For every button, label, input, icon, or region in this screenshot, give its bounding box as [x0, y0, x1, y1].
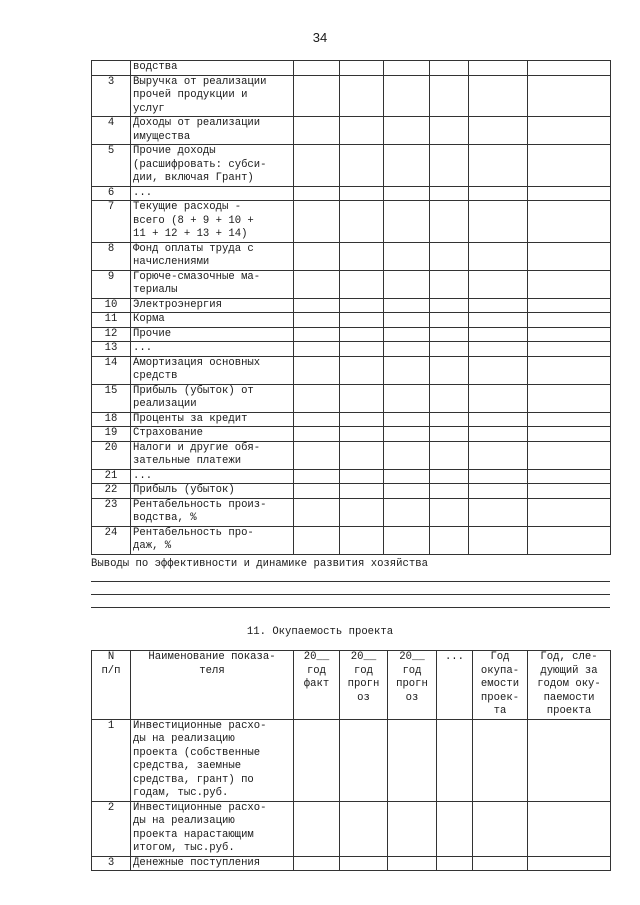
value-cell[interactable]: [340, 298, 384, 313]
financial-indicators-body: [92, 61, 611, 555]
value-cell[interactable]: [294, 384, 340, 412]
value-cell[interactable]: [384, 327, 430, 342]
table-row: [92, 61, 611, 76]
row-number: 4: [92, 117, 131, 145]
indicator-name: Прибыль (убыток): [131, 484, 294, 499]
value-cell[interactable]: [528, 856, 611, 871]
value-cell[interactable]: [430, 412, 469, 427]
indicator-name: Налоги и другие обя- зательные платежи: [131, 441, 294, 469]
value-cell[interactable]: [340, 384, 384, 412]
table-row: [92, 441, 611, 469]
value-cell[interactable]: [469, 469, 528, 484]
row-number: 8: [92, 242, 131, 270]
conclusions-line-1[interactable]: [91, 581, 610, 582]
value-cell[interactable]: [469, 384, 528, 412]
value-cell[interactable]: [430, 384, 469, 412]
value-cell[interactable]: [528, 117, 611, 145]
value-cell[interactable]: [469, 145, 528, 187]
column-header: Год окупа- емости проек- та: [473, 651, 528, 720]
value-cell[interactable]: [294, 313, 340, 328]
payback-table: [91, 650, 611, 871]
value-cell[interactable]: [294, 427, 340, 442]
row-number: 19: [92, 427, 131, 442]
value-cell[interactable]: [294, 356, 340, 384]
row-number: 10: [92, 298, 131, 313]
table-row: [92, 356, 611, 384]
value-cell[interactable]: [469, 342, 528, 357]
value-cell[interactable]: [469, 484, 528, 499]
value-cell[interactable]: [340, 427, 384, 442]
value-cell[interactable]: [294, 801, 340, 856]
column-header: Год, сле- дующий за годом оку- паемости проекта: [528, 651, 611, 720]
value-cell[interactable]: [528, 484, 611, 499]
value-cell[interactable]: [294, 145, 340, 187]
value-cell[interactable]: [340, 526, 384, 554]
value-cell[interactable]: [340, 117, 384, 145]
value-cell[interactable]: [469, 61, 528, 76]
value-cell[interactable]: [469, 313, 528, 328]
value-cell[interactable]: [340, 356, 384, 384]
value-cell[interactable]: [294, 242, 340, 270]
table-row: [92, 342, 611, 357]
value-cell[interactable]: [294, 526, 340, 554]
value-cell[interactable]: [430, 327, 469, 342]
value-cell[interactable]: [528, 242, 611, 270]
value-cell[interactable]: [294, 61, 340, 76]
column-header: N п/п: [92, 651, 131, 720]
value-cell[interactable]: [340, 498, 384, 526]
indicator-name: Выручка от реализации прочей продукции и услуг: [131, 75, 294, 117]
value-cell[interactable]: [528, 412, 611, 427]
value-cell[interactable]: [384, 298, 430, 313]
value-cell[interactable]: [384, 356, 430, 384]
table-row: [92, 412, 611, 427]
indicator-name: ...: [131, 186, 294, 201]
value-cell[interactable]: [469, 498, 528, 526]
value-cell[interactable]: [384, 61, 430, 76]
value-cell[interactable]: [469, 298, 528, 313]
value-cell[interactable]: [430, 469, 469, 484]
indicator-name: Денежные поступления: [131, 856, 294, 871]
value-cell[interactable]: [469, 526, 528, 554]
table-row: [92, 498, 611, 526]
row-number: [92, 61, 131, 76]
value-cell[interactable]: [528, 61, 611, 76]
value-cell[interactable]: [430, 313, 469, 328]
value-cell[interactable]: [469, 441, 528, 469]
value-cell[interactable]: [528, 441, 611, 469]
value-cell[interactable]: [528, 327, 611, 342]
row-number: 3: [92, 75, 131, 117]
value-cell[interactable]: [384, 270, 430, 298]
value-cell[interactable]: [384, 75, 430, 117]
indicator-name: Страхование: [131, 427, 294, 442]
row-number: 23: [92, 498, 131, 526]
row-number: 15: [92, 384, 131, 412]
table-row: [92, 298, 611, 313]
value-cell[interactable]: [294, 441, 340, 469]
value-cell[interactable]: [469, 201, 528, 243]
value-cell[interactable]: [384, 427, 430, 442]
indicator-name: Инвестиционные расхо- ды на реализацию проекта (собственные средства, заемные средства, грант) по годам, тыс.руб.: [131, 719, 294, 801]
row-number: 13: [92, 342, 131, 357]
value-cell[interactable]: [384, 484, 430, 499]
value-cell[interactable]: [430, 117, 469, 145]
value-cell[interactable]: [294, 412, 340, 427]
value-cell[interactable]: [430, 75, 469, 117]
value-cell[interactable]: [469, 186, 528, 201]
indicator-name: Электроэнергия: [131, 298, 294, 313]
value-cell[interactable]: [388, 801, 437, 856]
table-row: [92, 719, 611, 801]
value-cell[interactable]: [528, 145, 611, 187]
value-cell[interactable]: [294, 270, 340, 298]
value-cell[interactable]: [430, 270, 469, 298]
value-cell[interactable]: [340, 441, 384, 469]
value-cell[interactable]: [294, 469, 340, 484]
value-cell[interactable]: [384, 441, 430, 469]
value-cell[interactable]: [384, 201, 430, 243]
table-row: [92, 242, 611, 270]
table-row: [92, 327, 611, 342]
indicator-name: ...: [131, 342, 294, 357]
value-cell[interactable]: [340, 801, 388, 856]
value-cell[interactable]: [340, 61, 384, 76]
value-cell[interactable]: [430, 186, 469, 201]
value-cell[interactable]: [430, 526, 469, 554]
value-cell[interactable]: [469, 412, 528, 427]
value-cell[interactable]: [388, 856, 437, 871]
value-cell[interactable]: [294, 75, 340, 117]
value-cell[interactable]: [437, 801, 473, 856]
table-row: [92, 75, 611, 117]
value-cell[interactable]: [437, 719, 473, 801]
value-cell[interactable]: [430, 242, 469, 270]
page-number: 34: [312, 30, 328, 45]
value-cell[interactable]: [430, 342, 469, 357]
value-cell[interactable]: [430, 298, 469, 313]
row-number: 7: [92, 201, 131, 243]
indicator-name: Рентабельность произ- водства, %: [131, 498, 294, 526]
conclusions-line-3[interactable]: [91, 607, 610, 608]
value-cell[interactable]: [473, 856, 528, 871]
table-row: [92, 201, 611, 243]
indicator-name: Инвестиционные расхо- ды на реализацию проекта нарастающим итогом, тыс.руб.: [131, 801, 294, 856]
value-cell[interactable]: [528, 201, 611, 243]
value-cell[interactable]: [384, 117, 430, 145]
value-cell[interactable]: [294, 498, 340, 526]
table-row: [92, 270, 611, 298]
value-cell[interactable]: [528, 427, 611, 442]
indicator-name: Фонд оплаты труда с начислениями: [131, 242, 294, 270]
value-cell[interactable]: [384, 384, 430, 412]
value-cell[interactable]: [340, 412, 384, 427]
value-cell[interactable]: [528, 342, 611, 357]
row-number: 1: [92, 719, 131, 801]
payback-table-body: [92, 719, 611, 871]
value-cell[interactable]: [294, 719, 340, 801]
value-cell[interactable]: [528, 313, 611, 328]
table-row: [92, 856, 611, 871]
indicator-name: ...: [131, 469, 294, 484]
row-number: 21: [92, 469, 131, 484]
indicator-name: Текущие расходы - всего (8 + 9 + 10 + 11 + 12 + 13 + 14): [131, 201, 294, 243]
row-number: 18: [92, 412, 131, 427]
value-cell[interactable]: [294, 342, 340, 357]
value-cell[interactable]: [340, 484, 384, 499]
row-number: 24: [92, 526, 131, 554]
value-cell[interactable]: [430, 145, 469, 187]
conclusions-label: Выводы по эффективности и динамике развития хозяйства: [91, 558, 428, 570]
value-cell[interactable]: [430, 427, 469, 442]
value-cell[interactable]: [384, 498, 430, 526]
value-cell[interactable]: [340, 75, 384, 117]
table-row: [92, 145, 611, 187]
row-number: 12: [92, 327, 131, 342]
value-cell[interactable]: [469, 356, 528, 384]
value-cell[interactable]: [528, 186, 611, 201]
indicator-name: Прочие: [131, 327, 294, 342]
section-title: 11. Окупаемость проекта: [246, 626, 394, 638]
row-number: 20: [92, 441, 131, 469]
row-number: 22: [92, 484, 131, 499]
table-row: [92, 384, 611, 412]
indicator-name: Проценты за кредит: [131, 412, 294, 427]
indicator-name: Амортизация основных средств: [131, 356, 294, 384]
value-cell[interactable]: [384, 469, 430, 484]
value-cell[interactable]: [473, 801, 528, 856]
value-cell[interactable]: [430, 61, 469, 76]
value-cell[interactable]: [340, 186, 384, 201]
value-cell[interactable]: [469, 327, 528, 342]
value-cell[interactable]: [473, 719, 528, 801]
value-cell[interactable]: [340, 342, 384, 357]
value-cell[interactable]: [437, 856, 473, 871]
row-number: 11: [92, 313, 131, 328]
column-header: ...: [437, 651, 473, 720]
value-cell[interactable]: [469, 270, 528, 298]
indicator-name: Прочие доходы (расшифровать: субси- дии, включая Грант): [131, 145, 294, 187]
value-cell[interactable]: [294, 298, 340, 313]
row-number: 6: [92, 186, 131, 201]
value-cell[interactable]: [294, 201, 340, 243]
value-cell[interactable]: [528, 719, 611, 801]
value-cell[interactable]: [340, 719, 388, 801]
value-cell[interactable]: [528, 526, 611, 554]
value-cell[interactable]: [528, 384, 611, 412]
value-cell[interactable]: [430, 498, 469, 526]
value-cell[interactable]: [528, 270, 611, 298]
value-cell[interactable]: [528, 75, 611, 117]
table-row: [92, 117, 611, 145]
value-cell[interactable]: [340, 313, 384, 328]
table-row: [92, 186, 611, 201]
value-cell[interactable]: [340, 270, 384, 298]
value-cell[interactable]: [340, 201, 384, 243]
value-cell[interactable]: [384, 342, 430, 357]
value-cell[interactable]: [430, 441, 469, 469]
value-cell[interactable]: [528, 356, 611, 384]
column-header: 20__ год прогн оз: [388, 651, 437, 720]
value-cell[interactable]: [430, 356, 469, 384]
value-cell[interactable]: [528, 469, 611, 484]
value-cell[interactable]: [430, 201, 469, 243]
value-cell[interactable]: [294, 117, 340, 145]
indicator-name: водства: [131, 61, 294, 76]
table-row: [92, 526, 611, 554]
value-cell[interactable]: [384, 186, 430, 201]
value-cell[interactable]: [340, 856, 388, 871]
table-row: [92, 801, 611, 856]
value-cell[interactable]: [528, 801, 611, 856]
value-cell[interactable]: [294, 484, 340, 499]
conclusions-line-2[interactable]: [91, 594, 610, 595]
value-cell[interactable]: [384, 145, 430, 187]
row-number: 14: [92, 356, 131, 384]
value-cell[interactable]: [528, 298, 611, 313]
value-cell[interactable]: [340, 327, 384, 342]
value-cell[interactable]: [469, 242, 528, 270]
value-cell[interactable]: [528, 498, 611, 526]
indicator-name: Горюче-смазочные ма- териалы: [131, 270, 294, 298]
table-row: [92, 313, 611, 328]
row-number: 9: [92, 270, 131, 298]
value-cell[interactable]: [388, 719, 437, 801]
value-cell[interactable]: [430, 484, 469, 499]
table-row: [92, 469, 611, 484]
row-number: 2: [92, 801, 131, 856]
value-cell[interactable]: [340, 469, 384, 484]
table-row: [92, 427, 611, 442]
value-cell[interactable]: [469, 117, 528, 145]
value-cell[interactable]: [340, 242, 384, 270]
indicator-name: Корма: [131, 313, 294, 328]
indicator-name: Рентабельность про- даж, %: [131, 526, 294, 554]
value-cell[interactable]: [384, 526, 430, 554]
financial-indicators-table: [91, 60, 611, 555]
payback-table-header: [92, 651, 611, 720]
indicator-name: Прибыль (убыток) от реализации: [131, 384, 294, 412]
row-number: 3: [92, 856, 131, 871]
column-header: Наименование показа- теля: [131, 651, 294, 720]
value-cell[interactable]: [294, 856, 340, 871]
table-row: [92, 484, 611, 499]
value-cell[interactable]: [340, 145, 384, 187]
value-cell[interactable]: [294, 186, 340, 201]
row-number: 5: [92, 145, 131, 187]
value-cell[interactable]: [384, 313, 430, 328]
column-header: 20__ год прогн оз: [340, 651, 388, 720]
indicator-name: Доходы от реализации имущества: [131, 117, 294, 145]
column-header: 20__ год факт: [294, 651, 340, 720]
value-cell[interactable]: [384, 412, 430, 427]
value-cell[interactable]: [294, 327, 340, 342]
value-cell[interactable]: [384, 242, 430, 270]
value-cell[interactable]: [469, 75, 528, 117]
value-cell[interactable]: [469, 427, 528, 442]
